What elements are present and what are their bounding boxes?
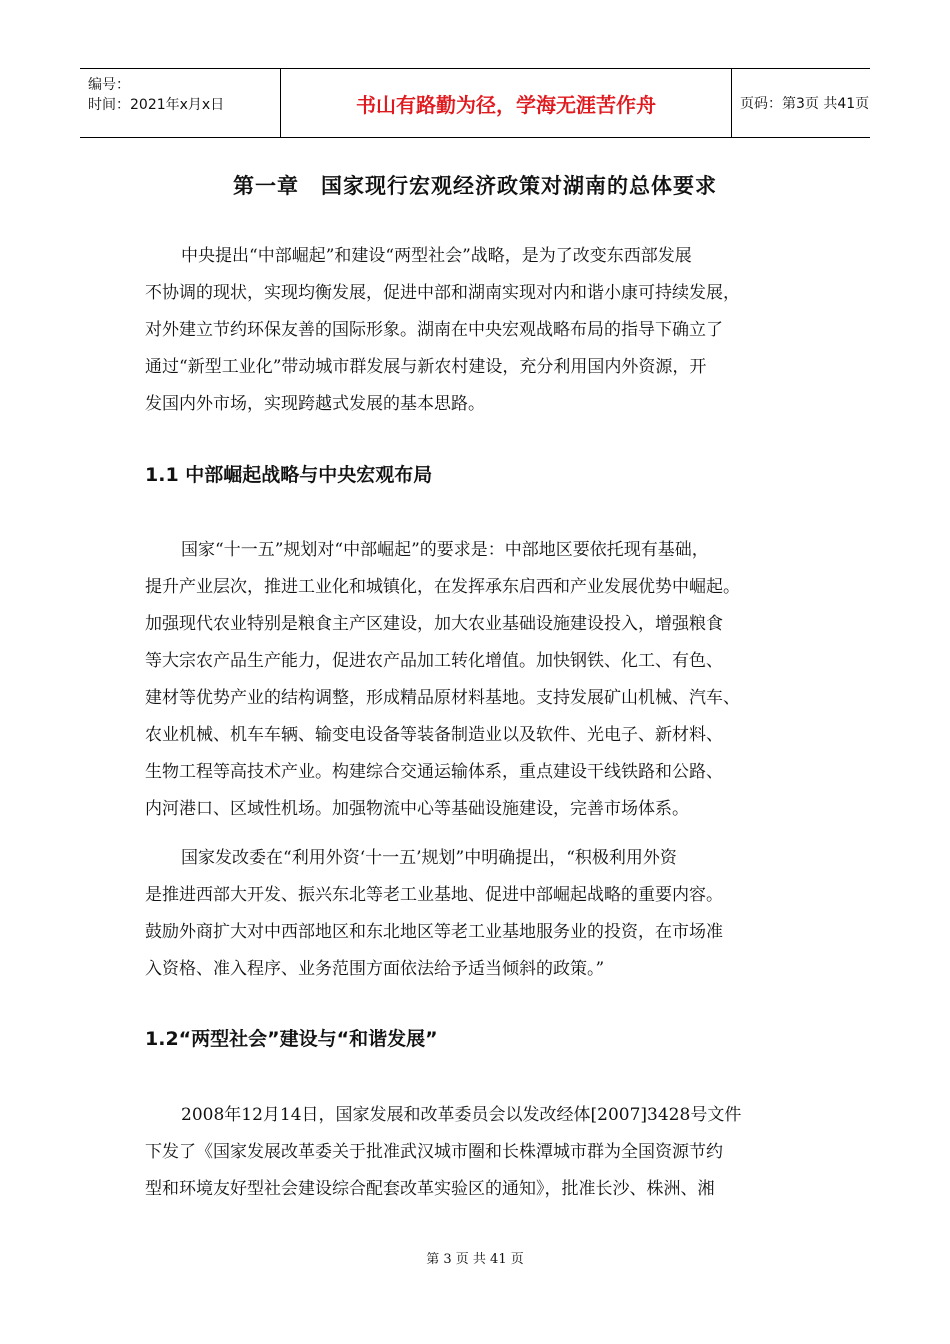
intro-paragraph [145,238,810,423]
text-line: 内河港口、区域性机场。加强物流中心等基础设施建设，完善市场体系。 [145,799,689,819]
header-table [80,68,870,138]
text-line: 下发了《国家发展改革委关于批准武汉城市圈和长株潭城市群为全国资源节约 [145,1142,723,1162]
text-line: 是推进西部大开发、振兴东北等老工业基地、促进中部崛起战略的重要内容。 [145,885,723,905]
header-page-info: 页码：第3页 共41页 [740,96,870,112]
section1-paragraph-1 [145,532,810,828]
time-label: 时间：2021年x月x日 [88,97,225,113]
text-line: 不协调的现状，实现均衡发展，促进中部和湖南实现对内和谐小康可持续发展， [145,283,740,303]
text-line: 国家“十一五”规划对“中部崛起”的要求是：中部地区要依托现有基础， [181,540,709,560]
section-heading: 1.1 中部崛起战略与中央宏观布局 [145,464,433,486]
section2-paragraph-1 [145,1097,810,1208]
text-line: 2008年12月14日，国家发展和改革委员会以发改经体[2007]3428号文件 [181,1105,742,1125]
text-line: 入资格、准入程序、业务范围方面依法给予适当倾斜的政策。” [145,959,605,979]
text-line: 建材等优势产业的结构调整，形成精品原材料基地。支持发展矿山机械、汽车、 [145,688,740,708]
text-line: 国家发改委在“利用外资‘十一五’规划”中明确提出，“积极利用外资 [181,848,677,868]
text-line: 中央提出“中部崛起”和建设“两型社会”战略，是为了改变东西部发展 [181,246,692,266]
text-line: 通过“新型工业化”带动城市群发展与新农村建设，充分利用国内外资源，开 [145,357,707,377]
text-line: 农业机械、机车车辆、输变电设备等装备制造业以及软件、光电子、新材料、 [145,725,723,745]
page-footer: 第 3 页 共 41 页 [426,1252,524,1267]
number-label: 编号： [88,77,130,93]
text-line: 鼓励外商扩大对中西部地区和东北地区等老工业基地服务业的投资，在市场准 [145,922,723,942]
section1-paragraph-2 [145,840,810,988]
text-line: 型和环境友好型社会建设综合配套改革实验区的通知》，批准长沙、株洲、湘 [145,1179,715,1199]
header-motto: 书山有路勤为径，学海无涯苦作舟 [356,92,656,117]
chapter-title: 第一章 国家现行宏观经济政策对湖南的总体要求 [233,173,717,198]
text-line: 加强现代农业特别是粮食主产区建设，加大农业基础设施建设投入，增强粮食 [145,614,723,634]
text-line: 发国内外市场，实现跨越式发展的基本思路。 [145,394,485,414]
text-line: 对外建立节约环保友善的国际形象。湖南在中央宏观战略布局的指导下确立了 [145,320,723,340]
text-line: 生物工程等高技术产业。构建综合交通运输体系，重点建设干线铁路和公路、 [145,762,723,782]
text-line: 提升产业层次，推进工业化和城镇化，在发挥承东启西和产业发展优势中崛起。 [145,577,740,597]
header-divider [731,69,732,137]
section-heading: 1.2“两型社会”建设与“和谐发展” [145,1028,438,1050]
text-line: 等大宗农产品生产能力，促进农产品加工转化增值。加快钢铁、化工、有色、 [145,651,723,671]
header-meta-cell [80,69,280,137]
